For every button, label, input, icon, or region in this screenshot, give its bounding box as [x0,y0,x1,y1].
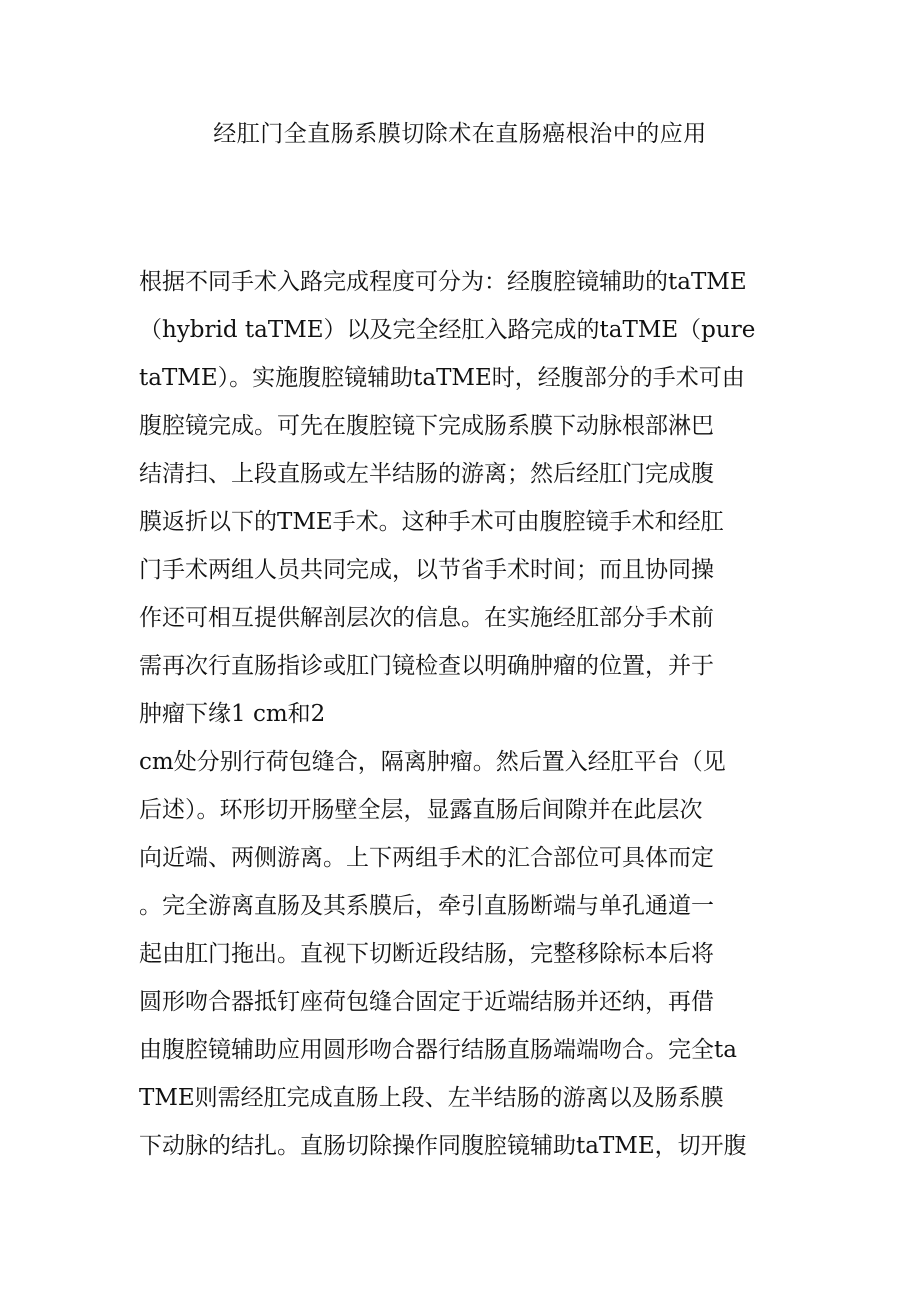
text-line: 起由肛门拖出。直视下切断近段结肠，完整移除标本后将 [139,941,714,967]
text-line: （hybrid taTME）以及完全经肛入路完成的taTME（pure [139,317,756,343]
text-line: 圆形吻合器抵钉座荷包缝合固定于近端结肠并还纳，再借 [139,989,714,1015]
text-line: 后述）。环形切开肠壁全层，显露直肠后间隙并在此层次 [139,797,703,823]
text-line: taTME）。实施腹腔镜辅助taTME时，经腹部分的手术可由 [139,365,745,391]
text-line: cm处分别行荷包缝合，隔离肿瘤。然后置入经肛平台（见 [139,749,726,775]
text-line: 需再次行直肠指诊或肛门镜检查以明确肿瘤的位置，并于 [139,653,714,679]
text-line: TME则需经肛完成直肠上段、左半结肠的游离以及肠系膜 [139,1085,724,1111]
text-line: 腹腔镜完成。可先在腹腔镜下完成肠系膜下动脉根部淋巴 [139,413,714,439]
text-line: 向近端、两侧游离。上下两组手术的汇合部位可具体而定 [139,845,714,871]
document-title: 经肛门全直肠系膜切除术在直肠癌根治中的应用 [213,121,707,147]
body-paragraph [139,258,789,1170]
text-line: 下动脉的结扎。直肠切除操作同腹腔镜辅助taTME，切开腹 [139,1133,747,1159]
text-line: 膜返折以下的TME手术。这种手术可由腹腔镜手术和经肛 [139,509,724,535]
text-line: 结清扫、上段直肠或左半结肠的游离；然后经肛门完成腹 [139,461,714,487]
text-line: 。完全游离直肠及其系膜后，牵引直肠断端与单孔通道一 [139,893,714,919]
text-line: 肿瘤下缘1 cm和2 [139,701,326,727]
text-line: 由腹腔镜辅助应用圆形吻合器行结肠直肠端端吻合。完全ta [139,1037,737,1063]
text-line: 作还可相互提供解剖层次的信息。在实施经肛部分手术前 [139,605,714,631]
text-line: 门手术两组人员共同完成，以节省手术时间；而且协同操 [139,557,714,583]
text-line: 根据不同手术入路完成程度可分为：经腹腔镜辅助的taTME [139,269,747,295]
